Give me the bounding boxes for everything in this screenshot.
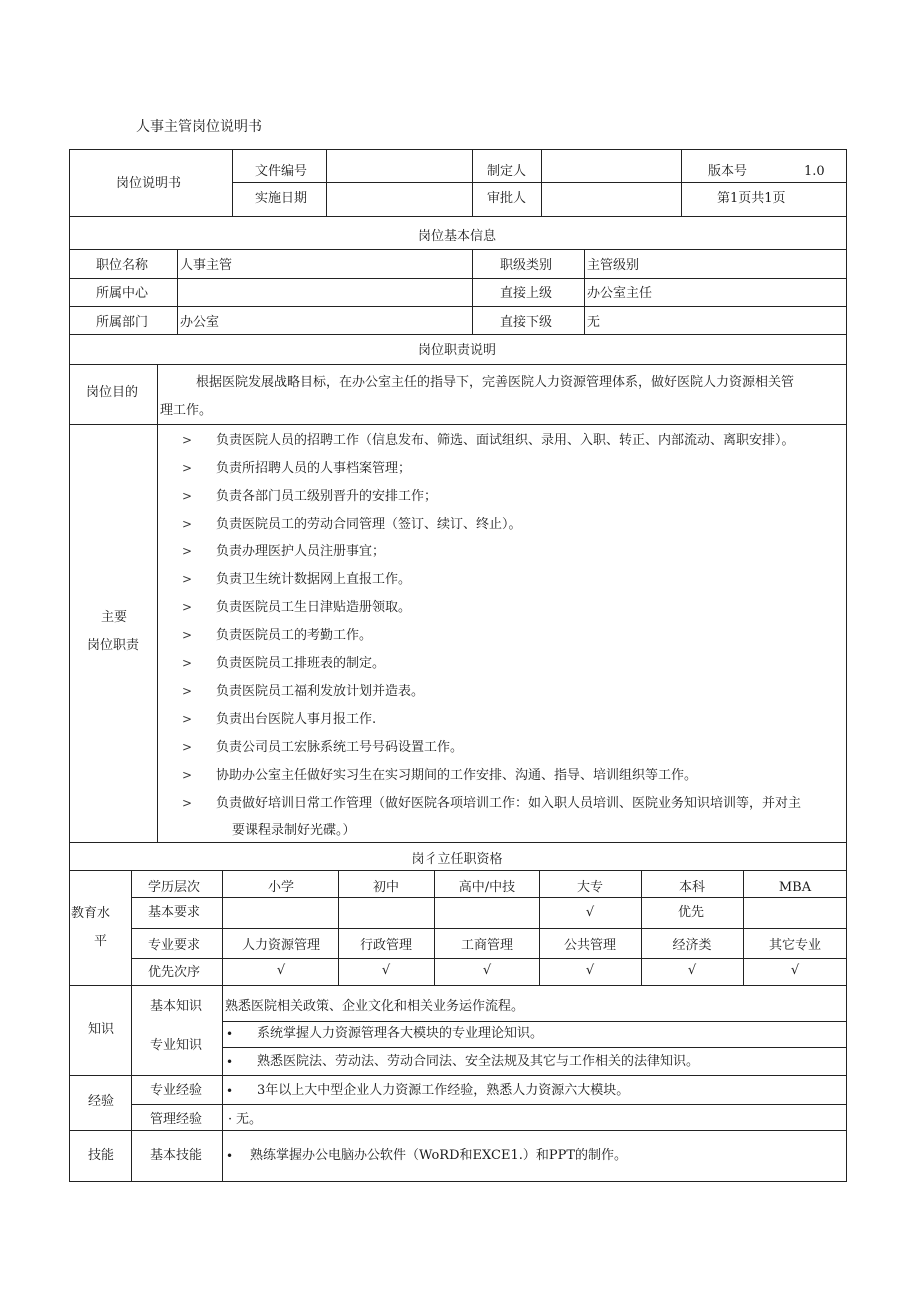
major-req-label: 专业要求 [148,938,201,953]
duties-section-title: 岗位职责说明 [417,343,497,358]
edu-level: 小学 [267,880,295,895]
duty-item: 负责医院人员的招聘工作（信息发布、筛选、面试组织、录用、入职、转正、内部流动、离职安排）。 [216,433,795,448]
duty-item: 负责公司员工宏脉系统工号号码设置工作。 [216,740,464,755]
duty-item: 负责所招聘人员的人事档案管理； [216,461,412,476]
edu-level: 本科 [678,880,706,895]
mgmt-exp-label: 管理经验 [150,1112,203,1127]
page-info: 第1页共1页 [717,191,786,206]
position-name-label: 职位名称 [96,258,149,273]
duty-item: 负责办理医护人员注册事宜； [216,544,386,559]
purpose-label: 岗位目的 [86,385,139,400]
arrow-icon: > [182,489,193,503]
pro-knowledge-item: 熟悉医院法、劳动法、劳动合同法、安全法规及其它与工作相关的法律知识。 [257,1054,700,1069]
effective-date-label: 实施日期 [255,191,308,206]
duty-item: 负责出台医院人事月报工作. [216,712,377,727]
superior-label: 直接上级 [500,286,553,301]
major: 经济类 [672,938,712,953]
pro-exp-label: 专业经验 [150,1083,203,1098]
document-title: 人事主管岗位说明书 [136,119,262,135]
bullet-icon: • [226,1027,234,1041]
version-label: 版本号 [708,164,748,179]
duty-item: 负责医院员工的考勤工作。 [216,628,373,643]
priority-cell: √ [585,963,595,978]
major: 人力资源管理 [241,938,321,953]
knowledge-label: 知识 [88,1022,115,1037]
rank-label: 职级类别 [500,258,553,273]
subordinate-value: 无 [587,315,601,330]
education-label-2: 平 [94,934,108,949]
edu-level-label: 学历层次 [148,880,201,895]
priority-cell: √ [482,963,492,978]
arrow-icon: > [182,796,193,810]
major: 工商管理 [460,938,514,953]
version-value: 1.0 [804,164,825,179]
main-duties-label-2: 岗位职责 [87,638,140,653]
bullet-icon: • [226,1055,234,1069]
edu-level: MBA [778,880,812,895]
arrow-icon: > [182,572,193,586]
edu-level: 初中 [372,880,400,895]
basic-req-cell: √ [585,905,595,920]
basic-knowledge-label: 基本知识 [150,999,203,1014]
arrow-icon: > [182,461,193,475]
arrow-icon: > [182,656,193,670]
center-label: 所属中心 [96,286,149,301]
dept-label: 所属部门 [96,315,149,330]
priority-cell: √ [381,963,391,978]
basic-info-section-title: 岗位基本信息 [417,229,497,244]
basic-skill-value: 熟练掌握办公电脑办公软件（WoRD和EXCE1.）和PPT的制作。 [250,1148,628,1163]
duty-item: 负责医院员工福利发放计划并造表。 [216,684,425,699]
duty-item: 负责卫生统计数据网上直报工作。 [216,572,412,587]
duty-item: 协助办公室主任做好实习生在实习期间的工作安排、沟通、指导、培训组织等工作。 [216,768,698,783]
basic-req-cell: 优先 [678,905,705,920]
author-label: 制定人 [487,164,527,179]
arrow-icon: > [182,600,193,614]
file-no-label: 文件编号 [255,164,308,179]
duty-item: 负责做好培训日常工作管理（做好医院各项培训工作：如入职人员培训、医院业务知识培训等，并对主 [216,796,802,811]
arrow-icon: > [182,544,193,558]
bullet-icon: · [228,1112,233,1127]
priority-label: 优先次序 [148,965,201,980]
arrow-icon: > [182,684,193,698]
purpose-line-1: 根据医院发展战略目标，在办公室主任的指导下，完善医院人力资源管理体系，做好医院人力资源相关管 [196,375,795,390]
pro-exp-value: 3年以上大中型企业人力资源工作经验，熟悉人力资源六大模块。 [257,1083,630,1098]
arrow-icon: > [182,628,193,642]
rank-value: 主管级别 [587,258,640,273]
arrow-icon: > [182,768,193,782]
skill-label: 技能 [88,1148,115,1163]
qualification-section-title: 岗彳立任职资格 [411,852,503,867]
duty-item: 负责医院员工排班表的制定。 [216,656,386,671]
duty-item-continuation: 要课程录制好光碟。） [232,823,356,838]
duty-item: 负责医院员工生日津贴造册领取。 [216,600,412,615]
major: 行政管理 [359,938,413,953]
purpose-line-2: 理工作。 [160,403,213,418]
priority-cell: √ [276,963,286,978]
superior-value: 办公室主任 [587,286,653,301]
arrow-icon: > [182,433,193,447]
major: 其它专业 [768,938,822,953]
main-duties-label-1: 主要 [101,610,128,625]
duty-item: 负责各部门员工级别晋升的安排工作； [216,489,438,504]
major: 公共管理 [563,938,617,953]
basic-skill-label: 基本技能 [150,1148,203,1163]
approver-label: 审批人 [487,191,527,206]
arrow-icon: > [182,740,193,754]
header-left-label: 岗位说明书 [116,176,182,191]
dept-value: 办公室 [180,315,220,330]
priority-cell: √ [687,963,697,978]
mgmt-exp-value: 无。 [236,1112,263,1127]
arrow-icon: > [182,517,193,531]
bullet-icon: • [226,1084,234,1098]
edu-level: 大专 [576,880,604,895]
basic-knowledge-value: 熟悉医院相关政策、企业文化和相关业务运作流程。 [225,999,525,1014]
edu-level: 高中/中技 [458,880,516,895]
arrow-icon: > [182,712,193,726]
priority-cell: √ [790,963,800,978]
education-label-1: 教育水 [71,906,111,921]
bullet-icon: • [226,1149,234,1163]
pro-knowledge-item: 系统掌握人力资源管理各大模块的专业理论知识。 [257,1026,544,1041]
experience-label: 经验 [88,1094,115,1109]
subordinate-label: 直接下级 [500,315,553,330]
duty-item: 负责医院员工的劳动合同管理（签订、续订、终止）。 [216,517,522,532]
pro-knowledge-label: 专业知识 [150,1038,203,1053]
position-name-value: 人事主管 [180,258,233,273]
basic-req-label: 基本要求 [148,905,201,920]
